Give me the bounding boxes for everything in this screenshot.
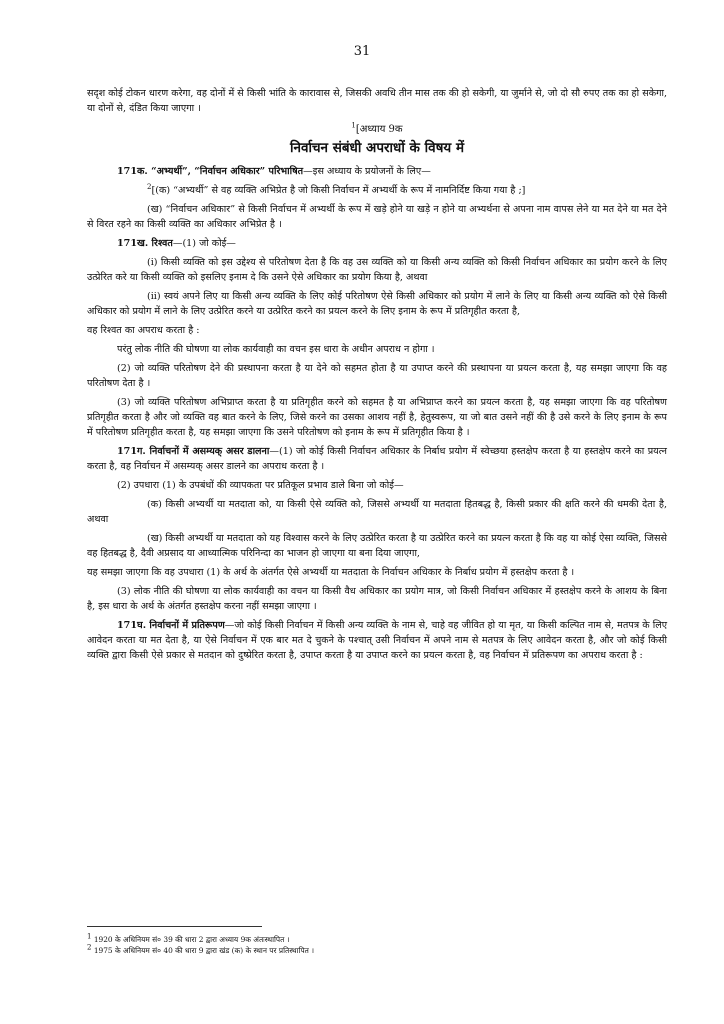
intro-paragraph: सदृश कोई टोकन धारण करेगा, वह दोनों में से किसी भांति के कारावास से, जिसकी अवधि तीन मास तक की हो सकेगी, या जुर्माने से, जो दो सौ रुपए तक का हो सकेगा, या दोनों से, दंडित किया जाएगा । <box>87 88 667 114</box>
clause-171b-proviso: परंतु लोक नीति की घोषणा या लोक कार्यवाही का वचन इस धारा के अधीन अपराध न होगा । <box>117 344 435 355</box>
page-number: 31 <box>353 44 371 59</box>
section-title: 171ग. निर्वाचनों में असम्यक् असर डालना <box>117 446 270 457</box>
footnote-2: $^2$ 1975 के अधिनियम सं० 40 की धारा 9 द्वारा खंड (क) के स्थान पर प्रतिस्थापित । <box>87 943 315 955</box>
section-171a: 171क. “अभ्यर्थी”, “निर्वाचन अधिकार” परिभाषित—इस अध्याय के प्रयोजनों के लिए— <box>117 166 431 177</box>
clause-171c-kha: (ख) किसी अभ्यर्थी या मतदाता को यह विश्वास करने के लिए उत्प्रेरित करता है या उत्प्रेरित करने का प्रयत्न करता है कि वह या कोई ऐसा व्यक्ति, जिससे वह हितबद्ध है, दैवी अप्रसाद या आध्यात्मिक परिनिन्दा का भाजन हो जाएगा या बना दिया जाएगा, <box>87 533 667 559</box>
section-title: 171क. “अभ्यर्थी”, “निर्वाचन अधिकार” परिभाषित <box>117 166 304 177</box>
section-171c: 171ग. निर्वाचनों में असम्यक् असर डालना—(1) जो कोई किसी निर्वाचन अधिकार के निर्बाध प्रयोग में स्वेच्छया हस्तक्षेप करता है या हस्तक्षेप करने का प्रयत्न करता है, वह निर्वाचन में असम्यक् असर डालने का अपराध करता है । <box>87 446 667 472</box>
section-title: 171घ. निर्वाचनों में प्रतिरूपण <box>117 620 225 631</box>
clause-171b-2: (2) जो व्यक्ति परितोषण देने की प्रस्थापना करता है या देने को सहमत होता है या उपाप्त करने की प्रस्थापना या प्रयत्न करता है, यह समझा जाएगा कि वह परितोषण देता है । <box>87 363 667 389</box>
section-title: 171ख. रिश्वत <box>117 238 173 249</box>
clause-171c-ka: (क) किसी अभ्यर्थी या मतदाता को, या किसी ऐसे व्यक्ति को, जिससे अभ्यर्थी या मतदाता हितबद्ध है, किसी प्रकार की क्षति करने की धमकी देता है, अथवा <box>87 499 667 525</box>
footnote-1: $^1$ 1920 के अधिनियम सं० 39 की धारा 2 द्वारा अध्याय 9क अंतःस्थापित । <box>87 932 290 944</box>
clause-171c-close: यह समझा जाएगा कि वह उपधारा (1) के अर्थ के अंतर्गत ऐसे अभ्यर्थी या मतदाता के निर्वाचन अधिकार के निर्बाध प्रयोग में हस्तक्षेप करता है । <box>87 567 575 578</box>
chapter-label: $^1$[अध्याय 9क <box>351 121 403 135</box>
section-171d: 171घ. निर्वाचनों में प्रतिरूपण—जो कोई किसी निर्वाचन में किसी अन्य व्यक्ति के नाम से, चाहे वह जीवित हो या मृत, या किसी कल्पित नाम से, मतपत्र के लिए आवेदन करता या मत देता है, या ऐसे निर्वाचन में एक बार मत दे चुकने के पश्चात् उसी निर्वाचन में अपने नाम से मतपत्र के लिए आवेदन करता है, और जो कोई किसी व्यक्ति द्वारा किसी ऐसे प्रकार से मतदान को दुष्प्रेरित करता है, उपाप्त करता है या उपाप्त करने का प्रयत्न करता है, वह निर्वाचन में प्रतिरूपण का अपराध करता है : <box>87 620 667 661</box>
section-171b: 171ख. रिश्वत—(1) जो कोई— <box>117 238 236 249</box>
chapter-heading: निर्वाचन संबंधी अपराधों के विषय में <box>289 140 465 156</box>
clause-171b-ii: (ii) स्वयं अपने लिए या किसी अन्य व्यक्ति के लिए कोई परितोषण ऐसे किसी अधिकार को प्रयोग में लाने के लिए या किसी अन्य व्यक्ति को ऐसे किसी अधिकार को प्रयोग में लाने के लिए उत्प्रेरित करने या उत्प्रेरित करने का प्रयत्न करने के लिए इनाम के रूप में प्रतिगृहीत करता है, <box>87 291 667 317</box>
clause-171b-3: (3) जो व्यक्ति परितोषण अभिप्राप्त करता है या प्रतिगृहीत करने को सहमत है या अभिप्राप्त करने का प्रयत्न करता है, यह समझा जाएगा कि वह परितोषण प्रतिगृहीत करता है और जो व्यक्ति वह बात करने के लिए, जिसे करने का उसका आशय नहीं है, हेतुस्वरूप, या जो बात उसने नहीं की है उसे करने के लिए इनाम के रूप में परितोषण प्रतिगृहीत करता है, यह समझा जाएगा कि उसने परितोषण को इनाम के रूप में प्रतिगृहीत किया है । <box>87 397 667 438</box>
page-body <box>87 86 667 667</box>
footnotes <box>87 934 667 956</box>
footnote-ref[interactable]: 2 <box>147 182 152 191</box>
footnote-ref[interactable]: 1 <box>351 121 356 130</box>
clause-171a-kha: (ख) “निर्वाचन अधिकार” से किसी निर्वाचन में अभ्यर्थी के रूप में खड़े होने या खड़े न होने या अभ्यर्थना से अपना नाम वापस लेने या मत देने या मत देने से विरत रहने का किसी व्यक्ति का अधिकार अभिप्रेत है । <box>87 204 667 230</box>
clause-171b-i: (i) किसी व्यक्ति को इस उद्देश्य से परितोषण देता है कि वह उस व्यक्ति को या किसी अन्य व्यक्ति को किसी निर्वाचन अधिकार का प्रयोग करने के लिए उत्प्रेरित करे या किसी व्यक्ति को इसलिए इनाम दे कि उसने ऐसे अधिकार का प्रयोग किया है, अथवा <box>87 257 667 283</box>
footnote-divider <box>87 926 262 927</box>
clause-171c-2: (2) उपधारा (1) के उपबंधों की व्यापकता पर प्रतिकूल प्रभाव डाले बिना जो कोई— <box>117 480 404 491</box>
clause-171b-close: वह रिश्वत का अपराध करता है : <box>87 325 200 336</box>
clause-171a-ka: $^2$[(क) “अभ्यर्थी” से वह व्यक्ति अभिप्रेत है जो किसी निर्वाचन में अभ्यर्थी के रूप में नामनिर्दिष्ट किया गया है ;] <box>147 182 526 196</box>
clause-171c-3: (3) लोक नीति की घोषणा या लोक कार्यवाही का वचन या किसी वैध अधिकार का प्रयोग मात्र, जो किसी निर्वाचन अधिकार में हस्तक्षेप करने के आशय के बिना है, इस धारा के अर्थ के अंतर्गत हस्तक्षेप करना नहीं समझा जाएगा । <box>87 586 667 612</box>
